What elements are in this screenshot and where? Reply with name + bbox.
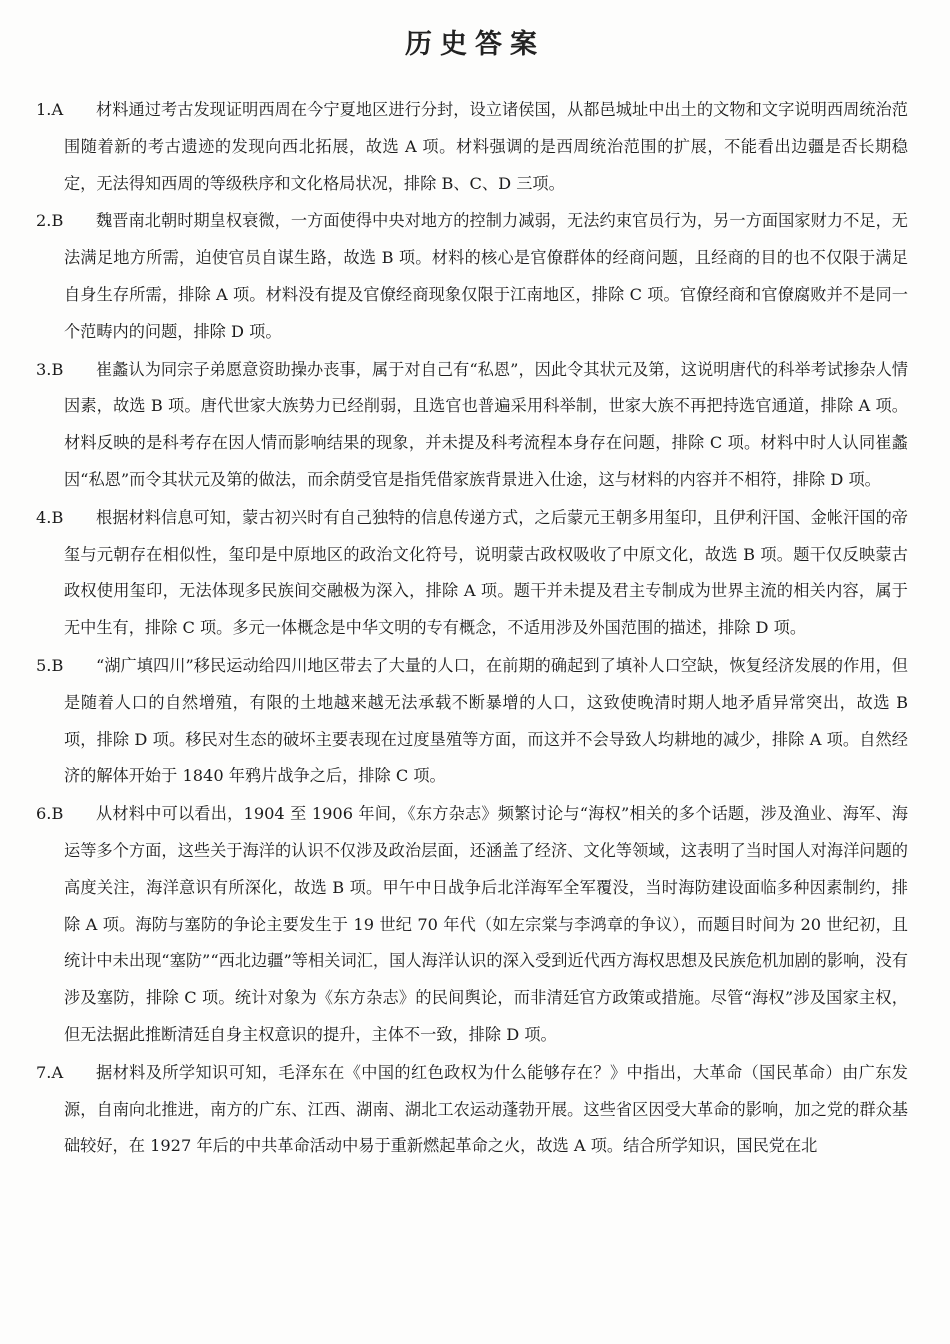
- answer-label: [36, 500, 63, 537]
- answer-number: 5.: [36, 655, 52, 675]
- answer-label: [36, 203, 63, 240]
- answer-item-4: [36, 500, 908, 647]
- answer-item-1: [36, 92, 908, 202]
- answer-explanation: 根据材料信息可知，蒙古初兴时有自己独特的信息传递方式，之后蒙元王朝多用玺印，且伊利汗国、金帐汗国的帝玺与元朝存在相似性，玺印是中原地区的政治文化符号，说明蒙古政权吸收了中原文化，故选 B 项。题干仅反映蒙古政权使用玺印，无法体现多民族间交融极为深入，排除 A 项。题干并未提及君主专制成为世界主流的相关内容，属于无中生有，排除 C 项。多元一体概念是中华文明的专有概念，不适用涉及外国范围的描述，排除 D 项。: [64, 507, 908, 638]
- answer-label: [36, 796, 63, 833]
- answer-explanation: “湖广填四川”移民运动给四川地区带去了大量的人口，在前期的确起到了填补人口空缺，恢复经济发展的作用，但是随着人口的自然增殖，有限的土地越来越无法承载不断暴增的人口，这致使晚清时期人地矛盾异常突出，故选 B 项，排除 D 项。移民对生态的破坏主要表现在过度垦殖等方面，而这并不会导致人均耕地的减少，排除 A 项。自然经济的解体开始于 1840 年鸦片战争之后，排除 C 项。: [64, 655, 908, 786]
- answer-item-2: [36, 203, 908, 350]
- answer-explanation: 据材料及所学知识可知，毛泽东在《中国的红色政权为什么能够存在？》中指出，大革命（国民革命）由广东发源，自南向北推进，南方的广东、江西、湖南、湖北工农运动蓬勃开展。这些省区因受大革命的影响，加之党的群众基础较好，在 1927 年后的中共革命活动中易于重新燃起革命之火，故选 A 项。结合所学知识，国民党在北: [64, 1062, 908, 1156]
- answer-item-6: [36, 796, 908, 1054]
- answer-choice: B: [51, 804, 64, 824]
- answer-choice: B: [51, 655, 64, 675]
- answer-label: [36, 352, 63, 389]
- answer-choice: B: [51, 211, 64, 231]
- answer-explanation: 材料通过考古发现证明西周在今宁夏地区进行分封，设立诸侯国，从都邑城址中出土的文物和文字说明西周统治范围随着新的考古遗迹的发现向西北拓展，故选 A 项。材料强调的是西周统治范围的扩展，不能看出边疆是否长期稳定，无法得知西周的等级秩序和文化格局状况，排除 B、C、D 三项。: [64, 100, 908, 193]
- answer-number: 6.: [36, 804, 52, 824]
- answer-number: 3.: [36, 359, 52, 379]
- answer-label: [36, 92, 63, 129]
- answer-number: 4.: [36, 507, 52, 527]
- answer-explanation: 从材料中可以看出，1904 至 1906 年间，《东方杂志》频繁讨论与“海权”相关的多个话题，涉及渔业、海军、海运等多个方面，这些关于海洋的认识不仅涉及政治层面，还涵盖了经济、文化等领域，这表明了当时国人对海洋问题的高度关注，海洋意识有所深化，故选 B 项。甲午中日战争后北洋海军全军覆没，当时海防建设面临多种因素制约，排除 A 项。海防与塞防的争论主要发生于 19 世纪 70 年代（如左宗棠与李鸿章的争议），而题目时间为 20 世纪初，且统计中未出现“塞防”“西北边疆”等相关词汇，国人海洋认识的深入受到近代西方海权思想及民族危机加剧的影响，没有涉及塞防，排除 C 项。统计对象为《东方杂志》的民间舆论，而非清廷官方政策或措施。尽管“海权”涉及国家主权，但无法据此推断清廷自身主权意识的提升，主体不一致，排除 D 项。: [64, 804, 908, 1044]
- answer-explanation: 魏晋南北朝时期皇权衰微，一方面使得中央对地方的控制力减弱，无法约束官员行为，另一方面国家财力不足，无法满足地方所需，迫使官员自谋生路，故选 B 项。材料的核心是官僚群体的经商问题，且经商的目的也不仅限于满足自身生存所需，排除 A 项。材料没有提及官僚经商现象仅限于江南地区，排除 C 项。官僚经商和官僚腐败并不是同一个范畴内的问题，排除 D 项。: [64, 211, 908, 341]
- answer-choice: A: [51, 1062, 64, 1082]
- answer-explanation: 崔蠡认为同宗子弟愿意资助操办丧事，属于对自己有“私恩”，因此令其状元及第，这说明唐代的科举考试掺杂人情因素，故选 B 项。唐代世家大族势力已经削弱，且选官也普遍采用科举制，世家大族不再把持选官通道，排除 A 项。材料反映的是科考存在因人情而影响结果的现象，并未提及科考流程本身存在问题，排除 C 项。材料中时人认同崔蠡因“私恩”而令其状元及第的做法，而余荫受官是指凭借家族背景进入仕途，这与材料的内容并不相符，排除 D 项。: [64, 359, 908, 489]
- answer-choice: B: [51, 359, 64, 379]
- answer-label: [36, 1055, 63, 1092]
- answer-choice: A: [51, 100, 64, 119]
- answer-label: [36, 648, 63, 685]
- answer-number: 7.: [36, 1062, 52, 1082]
- page-title: 历史答案: [405, 29, 545, 60]
- answer-list: [36, 92, 908, 1165]
- answer-number: 1.: [36, 100, 52, 119]
- answer-choice: B: [51, 507, 64, 527]
- answer-item-7: [36, 1055, 908, 1165]
- answer-item-3: [36, 352, 908, 499]
- answer-number: 2.: [36, 211, 52, 231]
- answer-item-5: [36, 648, 908, 795]
